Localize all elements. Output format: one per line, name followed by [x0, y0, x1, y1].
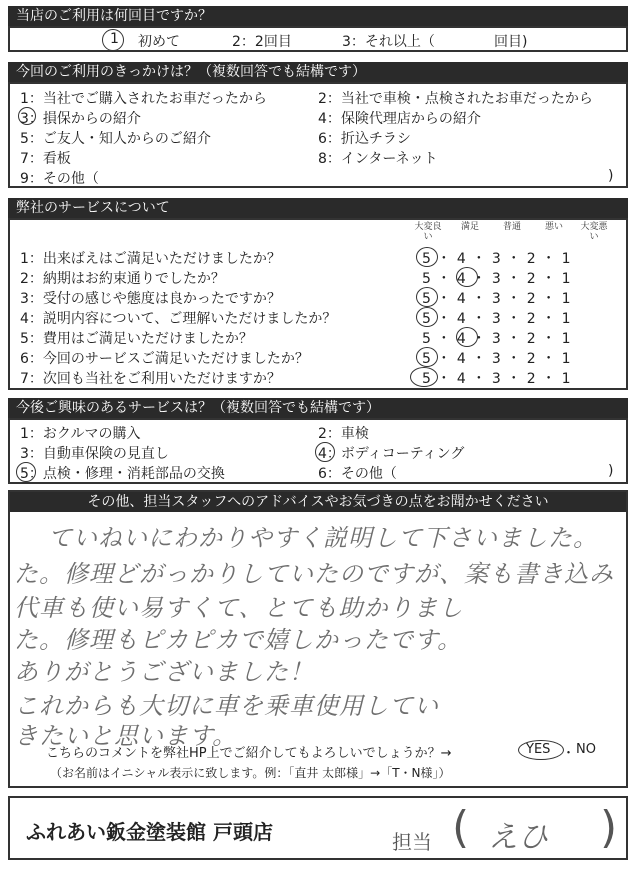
q3-scale-4[interactable]: 5・4・3・2・1	[422, 311, 577, 327]
q2-option-8[interactable]: 8：インターネット	[318, 151, 438, 167]
comment-line-1: ていねいにわかりやすく説明して下さいました。	[48, 524, 598, 552]
comment-line-5: ありがとうございました！	[14, 658, 314, 686]
staff-name: えひ	[488, 820, 548, 855]
q1-option-first[interactable]: 初めて	[138, 34, 180, 50]
q2-box	[8, 82, 628, 188]
staff-close-paren: )	[600, 802, 618, 853]
q4-header: 今後ご興味のあるサービスは？（複数回答でも結構です）	[8, 398, 628, 418]
q3-scale-3[interactable]: 5・4・3・2・1	[422, 291, 577, 307]
q3-scale-7[interactable]: 5・4・3・2・1	[422, 371, 577, 387]
comment-box	[8, 490, 628, 788]
q4-option-5[interactable]: 5：点検・修理・消耗部品の交換	[20, 466, 225, 482]
scale-header-2: 悪い	[544, 222, 563, 232]
answer-circle	[410, 367, 438, 387]
consent-separator: ・	[562, 746, 576, 761]
answer-circle	[456, 267, 478, 287]
consent-question: こちらのコメントを弊社HP上でご紹介してもよろしいでしょうか？→	[46, 746, 452, 761]
q4-option-1[interactable]: 1：おクルマの購入	[20, 426, 141, 442]
q3-box	[8, 218, 628, 390]
answer-circle	[416, 347, 438, 367]
q4-other-close: )	[608, 463, 614, 479]
q2-option-4[interactable]: 4：保険代理店からの紹介	[318, 111, 481, 127]
scale-header-3: 普通	[502, 222, 521, 232]
q2-option-6[interactable]: 6：折込チラシ	[318, 131, 411, 147]
comment-line-6: これからも大切に車を乗車使用してい	[14, 692, 439, 720]
q4-option-4[interactable]: 4：ボディコーティング	[318, 446, 465, 462]
q2-option-5[interactable]: 5：ご友人・知人からのご紹介	[20, 131, 211, 147]
answer-circle	[416, 247, 438, 267]
scale-header-1: 大変悪い	[580, 222, 608, 242]
comment-line-2: た。修理どがっかりしていたのですが、案も書き込み	[14, 560, 614, 588]
q4-option-2[interactable]: 2：車検	[318, 426, 369, 442]
q3-question-5: 5：費用はご満足いただけましたか？	[20, 331, 253, 347]
comment-line-3: 代車も使い易すくて、とても助かりまし	[14, 594, 464, 622]
consent-no[interactable]: NO	[576, 742, 596, 757]
footer-box	[8, 796, 628, 860]
q2-option-2[interactable]: 2：当社で車検・点検されたお車だったから	[318, 91, 593, 107]
comment-header: その他、担当スタッフへのアドバイスやお気づきの点をお聞かせください	[10, 492, 626, 512]
answer-circle	[456, 327, 478, 347]
q3-question-1: 1：出来ばえはご満足いただけましたか？	[20, 251, 281, 267]
q2-other-close: )	[608, 168, 614, 184]
consent-note: （お名前はイニシャル表示に致します。例：「直井 太郎様」→「T・N様」）	[50, 766, 451, 780]
q3-header: 弊社のサービスについて	[8, 198, 628, 218]
staff-label: 担当	[392, 830, 432, 854]
q2-option-7[interactable]: 7：看板	[20, 151, 71, 167]
q3-question-2: 2：納期はお約束通りでしたか？	[20, 271, 225, 287]
q1-option-times: 回目)	[494, 34, 528, 50]
q3-scale-6[interactable]: 5・4・3・2・1	[422, 351, 577, 367]
q1-option-number[interactable]: 1	[110, 31, 119, 47]
q2-option-3[interactable]: 3：損保からの紹介	[20, 111, 141, 127]
scale-header-4: 満足	[460, 222, 479, 232]
q1-header: 当店のご利用は何回目ですか？	[8, 6, 628, 26]
q1-option-second[interactable]: 2：2回目	[232, 34, 292, 50]
q4-box	[8, 418, 628, 484]
q2-header: 今回のご利用のきっかけは？（複数回答でも結構です）	[8, 62, 628, 82]
q4-option-3[interactable]: 3：自動車保険の見直し	[20, 446, 169, 462]
q1-option-more[interactable]: 3：それ以上（	[342, 34, 435, 50]
comment-line-4: た。修理もピカピカで嬉しかったです。	[14, 626, 463, 654]
q3-scale-1[interactable]: 5・4・3・2・1	[422, 251, 577, 267]
q4-option-6[interactable]: 6：その他（	[318, 466, 397, 482]
q3-question-3: 3：受付の感じや態度は良かったですか？	[20, 291, 281, 307]
q3-scale-5[interactable]: 5・4・3・2・1	[422, 331, 577, 347]
answer-circle	[416, 307, 438, 327]
answer-circle	[416, 287, 438, 307]
q3-scale-2[interactable]: 5・4・3・2・1	[422, 271, 577, 287]
comment-line-7: きたいと思います。	[14, 722, 238, 750]
staff-open-paren: (	[452, 802, 470, 853]
q2-option-9[interactable]: 9：その他（	[20, 171, 99, 187]
scale-header-5: 大変良い	[414, 222, 442, 242]
store-name: ふれあい鈑金塗装館 戸頭店	[26, 820, 273, 844]
q2-option-1[interactable]: 1：当社でご購入されたお車だったから	[20, 91, 267, 107]
q3-question-4: 4：説明内容について、ご理解いただけましたか？	[20, 311, 337, 327]
q3-question-7: 7：次回も当社をご利用いただけますか？	[20, 371, 281, 387]
q1-box	[8, 26, 628, 52]
consent-yes[interactable]: YES	[526, 742, 551, 757]
q3-question-6: 6：今回のサービスご満足いただけましたか？	[20, 351, 309, 367]
